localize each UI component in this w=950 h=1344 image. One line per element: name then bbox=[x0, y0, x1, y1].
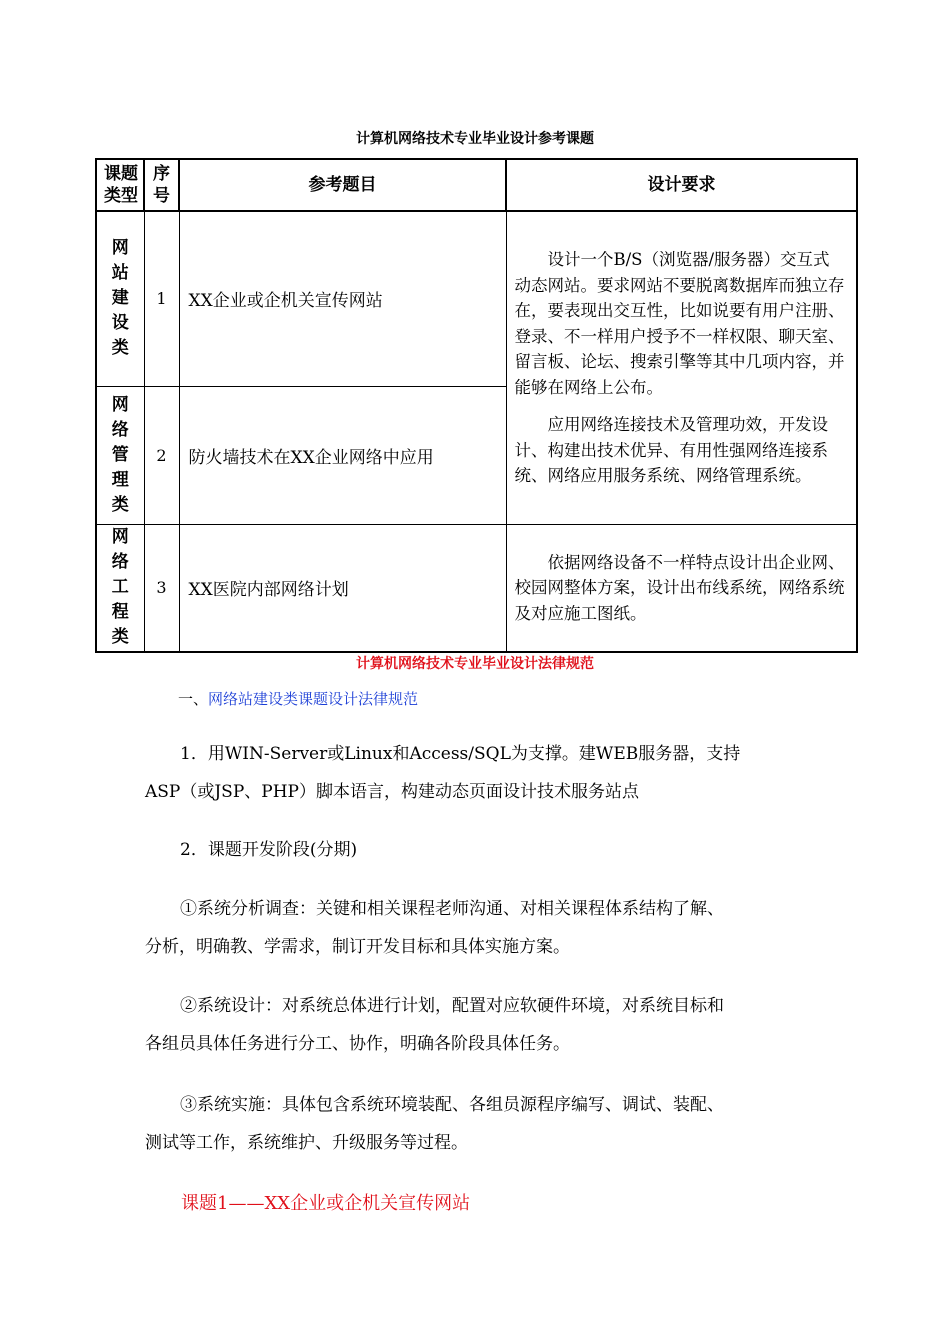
subsection-prefix: 一、 bbox=[178, 690, 209, 708]
paragraph-4: ②系统设计：对系统总体进行计划，配置对应软硬件环境，对系统目标和 各组员具体任务进行分工、协作，明确各阶段具体任务。 bbox=[145, 996, 724, 1054]
topics-table bbox=[95, 158, 858, 653]
row-topic: XX医院内部网络计划 bbox=[179, 524, 506, 652]
table-row bbox=[96, 211, 857, 386]
row-type: 网站建设类 bbox=[96, 211, 144, 386]
paragraph-2: 2．课题开发阶段(分期) bbox=[180, 840, 358, 860]
row-requirement: 依据网络设备不一样特点设计出企业网、校园网整体方案，设计出布线系统，网络系统及对应施工图纸。 bbox=[506, 524, 857, 652]
row-topic: 防火墙技术在XX企业网络中应用 bbox=[179, 386, 506, 524]
paragraph-5: ③系统实施：具体包含系统环境装配、各组员源程序编写、调试、装配、 测试等工作，系统维护、升级服务等过程。 bbox=[145, 1095, 724, 1153]
header-type: 课题类型 bbox=[96, 159, 144, 211]
row-index: 3 bbox=[144, 524, 179, 652]
header-index: 序号 bbox=[144, 159, 179, 211]
header-topic: 参考题目 bbox=[179, 159, 506, 211]
topic-heading: 课题1——XX企业或企机关宣传网站 bbox=[181, 1193, 471, 1214]
row-index: 2 bbox=[144, 386, 179, 524]
row-type: 网络管理类 bbox=[96, 386, 144, 524]
row-requirement: 设计一个B/S（浏览器/服务器）交互式动态网站。要求网站不要脱离数据库而独立存在，要表现出交互性，比如说要有用户注册、登录、不一样用户授予不一样权限、聊天室、留言板、论坛、搜索引擎等其中几项内容，并能够在网络上公布。 应用网络连接技术及管理功效，开发设计、构建出技术优异、有用性强网络连接系统、网络应用服务系统、网络管理系统。 bbox=[506, 211, 857, 524]
paragraph-3: ①系统分析调查：关键和相关课程老师沟通、对相关课程体系结构了解、 分析，明确教、学需求，制订开发目标和具体实施方案。 bbox=[145, 899, 724, 957]
row-topic: XX企业或企机关宣传网站 bbox=[179, 211, 506, 386]
section-title: 计算机网络技术专业毕业设计法律规范 bbox=[356, 656, 594, 672]
table-row bbox=[96, 524, 857, 652]
paragraph-1: 1．用WIN-Server或Linux和Access/SQL为支撑。建WEB服务器，支持 ASP（或JSP、PHP）脚本语言，构建动态页面设计技术服务站点 bbox=[145, 744, 741, 802]
row-type: 网络工程类 bbox=[96, 524, 144, 652]
document-title: 计算机网络技术专业毕业设计参考课题 bbox=[356, 131, 594, 147]
subsection-label: 网络站建设类课题设计法律规范 bbox=[208, 690, 419, 708]
row-index: 1 bbox=[144, 211, 179, 386]
header-requirement: 设计要求 bbox=[506, 159, 857, 211]
subsection-heading bbox=[178, 688, 418, 709]
table-header-row bbox=[96, 159, 857, 211]
